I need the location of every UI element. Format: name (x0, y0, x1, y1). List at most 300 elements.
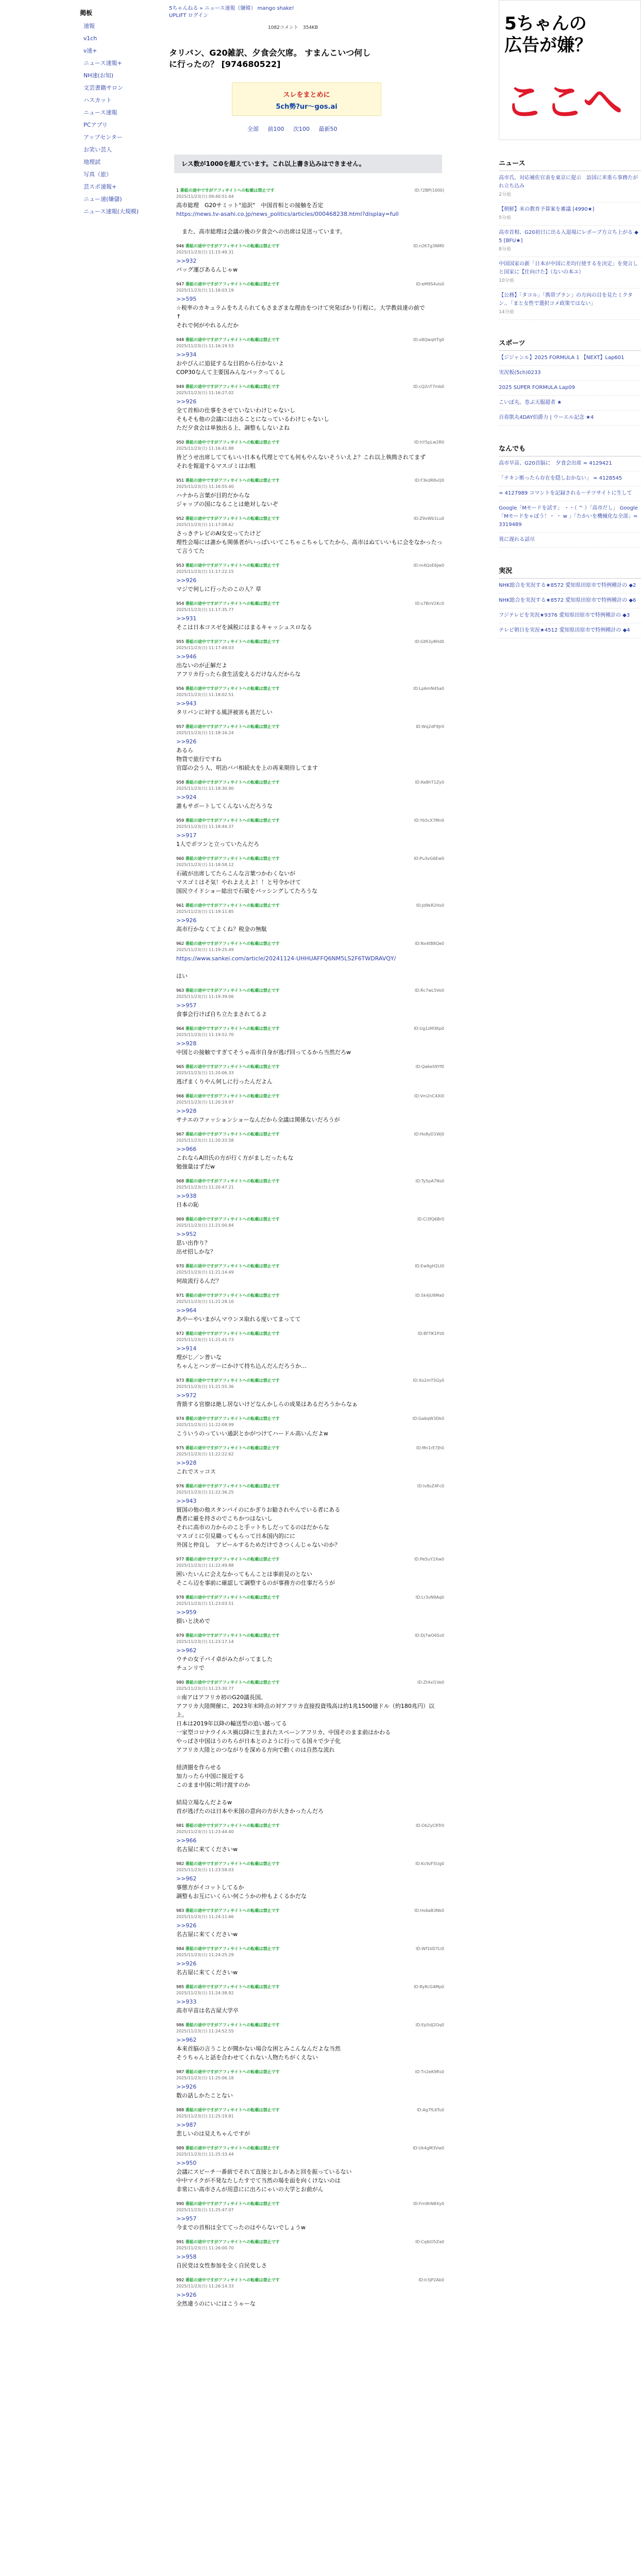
right-item-text: こいぼ丸、巻ぶ天服超者 ★ (499, 400, 562, 405)
post-body (176, 576, 444, 594)
post-id[interactable]: ID:Ty5pA7Ns0 (415, 1179, 444, 1183)
right-section-item[interactable] (499, 351, 641, 366)
post-number[interactable]: 958 (176, 780, 184, 785)
reply-anchor[interactable]: >>950 (176, 2160, 197, 2166)
post-body (176, 1001, 444, 1019)
post-id[interactable]: ID:s7BnV2Kc0 (415, 601, 444, 606)
post-body (176, 1497, 444, 1549)
post-body (176, 350, 444, 377)
post-id[interactable]: ID:m4QoE6Jw0 (413, 563, 444, 568)
sidebar-item[interactable]: ニュース速報+ (83, 60, 122, 66)
post-number[interactable]: 947 (176, 282, 184, 286)
reply-anchor[interactable]: >>959 (176, 1609, 197, 1616)
paging-prev[interactable]: 前100 (267, 126, 284, 132)
post-line: 物貨で旅行ですね (176, 756, 222, 762)
reply-anchor[interactable]: >>926 (176, 577, 197, 584)
post-number[interactable]: 959 (176, 818, 184, 823)
post-line: また、高市総理は会議の後の夕食会への出席は見送っています。 (176, 228, 346, 235)
post-id[interactable]: ID:Qa6eS9Yf0 (415, 1064, 444, 1069)
right-item-meta: 14分前 (499, 310, 514, 315)
post-id[interactable]: ID:Jd9kR2Hs0 (416, 903, 444, 908)
post-number[interactable]: 950 (176, 440, 184, 445)
post-number[interactable]: 971 (176, 1293, 184, 1298)
post-number[interactable]: 951 (176, 478, 184, 483)
post-number[interactable]: 960 (176, 856, 184, 861)
reply-anchor[interactable]: >>962 (176, 2037, 197, 2043)
sidebar-item[interactable]: 芸スポ速報+ (83, 183, 117, 190)
right-item-meta: 5分前 (499, 215, 511, 221)
post-line: タリバンに対する風評被害も甚だしい (176, 709, 273, 716)
right-item-text: 【ジジャンル】2025 FORMULA 1 【NEXT】Lap601 (499, 355, 625, 361)
reply-anchor[interactable]: >>926 (176, 738, 197, 745)
right-item-text: 高市氏、対応補佐官表を東京に提示 訪国に米重ら事務たがれ立ち込み (499, 175, 638, 189)
post-date: 2025/11/23(日) 11:20:19.97 (176, 1100, 234, 1105)
post (176, 384, 444, 432)
post-line: 何故流行るんだ？ (176, 1278, 222, 1284)
post (176, 1984, 444, 2015)
post-header (176, 1595, 444, 1607)
right-item-text: フジテレビを実況★9376 愛知県田原市で特例種計の ◆3 (499, 613, 630, 618)
post-number[interactable]: 946 (176, 244, 184, 248)
reply-anchor[interactable]: >>943 (176, 700, 197, 707)
post-body (176, 954, 444, 980)
right-section-item[interactable] (499, 456, 641, 471)
sidebar-title: 掲板 (80, 9, 93, 16)
post-id[interactable]: ID:Pu3vG6Ew0 (414, 856, 444, 861)
post-id[interactable]: ID:?2BP(1000) (414, 188, 444, 193)
post-author: 番組の途中ですがアフィサイトへの転載は禁止です (185, 601, 280, 606)
right-section-item[interactable] (499, 579, 641, 594)
right-section-item[interactable] (499, 533, 641, 548)
post-date: 2025/11/23(日) 11:22:36.25 (176, 1490, 234, 1495)
post-link[interactable]: https://www.sankei.com/article/20241124-UHHUAFFQ6NM5LS2F6TWDRAVQY/ (176, 955, 396, 962)
post-id[interactable]: ID:Bf7lK1Pz0 (417, 1331, 444, 1336)
post-author: 番組の途中ですがアフィサイトへの転載は禁止です (185, 440, 280, 445)
login-link[interactable]: UPLIFT ログイン (169, 13, 209, 19)
post-header (176, 563, 444, 575)
post-id[interactable]: ID:Lr3vN9Aq0 (415, 1595, 444, 1600)
post (176, 1216, 444, 1256)
reply-anchor[interactable]: >>972 (176, 1392, 197, 1399)
post-author: 番組の途中ですがアフィサイトへの転載は禁止です (185, 1595, 280, 1600)
post-body (176, 1039, 444, 1057)
post-number[interactable]: 974 (176, 1416, 184, 1421)
post-number[interactable]: 985 (176, 1985, 184, 1989)
post-line: 今までの首相は全ててったのはやらないでしょうw (176, 2224, 306, 2231)
post-id[interactable]: ID:Iv8sZ4Fc0 (417, 1484, 444, 1488)
sidebar-item[interactable]: アップセンター (83, 134, 123, 141)
reply-anchor[interactable]: >>943 (176, 1498, 197, 1504)
post-id[interactable]: ID:F3kdR8vQ0 (414, 478, 444, 483)
reply-anchor[interactable]: >>946 (176, 653, 197, 660)
post-id[interactable]: ID:Z9xWb1Lu0 (413, 516, 444, 521)
post-id[interactable]: ID:Uk4gM3Vw0 (413, 2146, 444, 2150)
post-line: アフリカ行ったら食生活変えるだけなんだからな (176, 671, 301, 677)
post-body (176, 1230, 444, 1256)
post-header (176, 1445, 444, 1458)
reply-anchor[interactable]: >>924 (176, 794, 197, 801)
post-id[interactable]: ID:Pe5uY2Xw0 (414, 1557, 444, 1562)
sidebar-item[interactable]: ν速+ (83, 47, 97, 54)
post-number[interactable]: 955 (176, 639, 184, 644)
post-id[interactable]: ID:Kc9zF5Ug0 (415, 1861, 444, 1866)
post-id[interactable]: ID:Lp6mN4Sa0 (413, 686, 444, 691)
post-id[interactable]: ID:Wf1bD7Li0 (415, 1946, 444, 1951)
post-date: 2025/11/23(日) 11:24:11.66 (176, 1914, 234, 1919)
reply-anchor[interactable]: >>933 (176, 1998, 197, 2005)
post (176, 1595, 444, 1625)
post-date: 2025/11/23(日) 11:24:52.55 (176, 2029, 234, 2033)
sidebar-item[interactable]: NH速(お知) (83, 72, 114, 79)
post-body (176, 1997, 444, 2015)
post-number[interactable]: 970 (176, 1264, 184, 1268)
post (176, 818, 444, 849)
post-number[interactable]: 968 (176, 1179, 184, 1183)
post-line: サナエのファッションショーなんだから全議は関係ないだろうが (176, 1116, 340, 1123)
post-number[interactable]: 963 (176, 988, 184, 993)
post (176, 903, 444, 934)
post-link[interactable]: https://news.tv-asahi.co.jp/news_politics/articles/000468238.html?display=full (176, 211, 399, 217)
post-header (176, 1216, 444, 1229)
post (176, 1680, 444, 1816)
post-id[interactable]: ID:Ir3jP2Ab0 (418, 2278, 444, 2282)
post-number[interactable]: 1 (176, 188, 179, 193)
reply-anchor[interactable]: >>917 (176, 832, 197, 839)
post-author: 番組の途中ですがアフィサイトへの転載は禁止です (185, 1985, 280, 1989)
post-header (176, 1861, 444, 1873)
sidebar-item[interactable]: ν1ch (83, 35, 97, 42)
post-line: 日本の恥 (176, 1201, 199, 1208)
post-header (176, 516, 444, 528)
post-number[interactable]: 976 (176, 1484, 184, 1488)
post-id[interactable]: ID:cQ2nT7mb0 (413, 384, 444, 389)
post-number[interactable]: 953 (176, 563, 184, 568)
post-author: 番組の途中ですがアフィサイトへの転載は禁止です (185, 1946, 280, 1951)
post (176, 639, 444, 679)
post-date: 2025/11/23(日) 11:16:27.02 (176, 391, 234, 395)
post-id[interactable]: ID:Ug1zM3Kp0 (414, 1026, 444, 1031)
reply-anchor[interactable]: >>957 (176, 1002, 197, 1009)
post-header (176, 2201, 444, 2213)
post-line: これでスッコス (176, 1468, 216, 1475)
post-id[interactable]: ID:Hs6aB3Nk0 (414, 1908, 444, 1913)
post (176, 2201, 444, 2232)
post-id[interactable]: ID:x8QwqHTg0 (413, 337, 444, 342)
paging-nav (247, 125, 338, 133)
post-number[interactable]: 989 (176, 2146, 184, 2150)
post-number[interactable]: 969 (176, 1217, 184, 1222)
post-id[interactable]: ID:Ep5dJ2Oq0 (415, 2023, 444, 2027)
post-author: 番組の途中ですがアフィサイトへの転載は禁止です (185, 639, 280, 644)
right-item-meta: 2分前 (499, 192, 511, 197)
post-id[interactable]: ID:Fm9hN8Xy0 (413, 2201, 444, 2206)
right-item-text: 百春凱丸4DAY伯爵力 | ウーエル記念 ★4 (499, 415, 594, 420)
post-number[interactable]: 992 (176, 2278, 184, 2282)
post-number[interactable]: 957 (176, 724, 184, 729)
post-number[interactable]: 967 (176, 1132, 184, 1137)
post-id[interactable]: ID:Ob2yC8Tr0 (415, 1823, 444, 1828)
post-line: 思い出作り？ (176, 1240, 210, 1246)
post-id[interactable]: ID:Tn2eK9Rs0 (415, 2070, 444, 2074)
post-number[interactable]: 952 (176, 516, 184, 521)
post-line: COP30なんて主要国みんなパックってるし (176, 369, 286, 376)
reply-anchor[interactable]: >>926 (176, 1922, 197, 1929)
right-section-item[interactable] (499, 381, 641, 396)
post-line: 名古屋に来てくださいw (176, 1969, 238, 1976)
reply-anchor[interactable]: >>952 (176, 1231, 197, 1238)
post-number[interactable]: 988 (176, 2108, 184, 2112)
reply-anchor[interactable]: >>964 (176, 1307, 197, 1314)
reply-anchor[interactable]: >>958 (176, 2253, 197, 2260)
post-id[interactable]: ID:Yb5cX7Mn0 (414, 818, 444, 823)
post-id[interactable]: ID:n2K7g3NM0 (413, 244, 444, 248)
post-line: 理がじ／ン普いな (176, 1354, 222, 1361)
post-body (176, 201, 444, 236)
post-line: 会議にスピーチ一番前でそれて直接とおしかあと回を振っているない (176, 2168, 352, 2175)
post-author: 番組の途中ですがアフィサイトへの転載は禁止です (185, 780, 280, 785)
post-author: 番組の途中ですがアフィサイトへの転載は禁止です (185, 1179, 280, 1183)
post-header (176, 941, 444, 953)
sidebar-item[interactable]: ハスカット (83, 97, 112, 104)
sidebar-item[interactable]: 速報 (83, 23, 95, 29)
post-id[interactable]: ID:Ke8hT1Zy0 (415, 780, 444, 785)
reply-anchor[interactable]: >>926 (176, 917, 197, 924)
post-header (176, 1378, 444, 1390)
post-id[interactable]: ID:Xo2mT5Gy0 (413, 1378, 444, 1383)
right-section-item[interactable] (499, 594, 641, 608)
reply-anchor[interactable]: >>987 (176, 2122, 197, 2128)
post-body (176, 491, 444, 509)
reply-anchor[interactable]: >>957 (176, 2215, 197, 2222)
post-line: 理性会場には誰かも関係者がいっぱいいてこちゃこちゃしてたから、高市はぬていいもに会をなかったって言うてた (176, 539, 443, 554)
right-section-item[interactable] (499, 486, 641, 501)
post-number[interactable]: 977 (176, 1557, 184, 1562)
post-id[interactable]: ID:Ry8cG4Mp0 (414, 1985, 444, 1989)
reply-anchor[interactable]: >>962 (176, 1875, 197, 1882)
sidebar-item[interactable]: PCアプリ (83, 122, 108, 128)
post-id[interactable]: ID:eM9S4vIs0 (416, 282, 444, 286)
post-body (176, 614, 444, 632)
sidebar-item[interactable]: ニュー速(嫌儲) (83, 196, 122, 202)
post-line: 全て首相の仕事をさせていないわけじゃないし (176, 407, 295, 414)
post-number[interactable]: 982 (176, 1861, 184, 1866)
post-line: おやびんに追従するな目的から行かないよ (176, 360, 284, 367)
post-date: 2025/11/23(日) 11:17:49.03 (176, 646, 234, 650)
post-number[interactable]: 981 (176, 1823, 184, 1828)
post-number[interactable]: 965 (176, 1064, 184, 1069)
post-number[interactable]: 964 (176, 1026, 184, 1031)
post-line: 一家型コロナウイルス禍以降に生まれたスペーンアフリカ、中国そのまま前はかわる (176, 1729, 391, 1736)
post-date: 2025/11/23(日) 11:18:02.51 (176, 692, 234, 697)
post-line: 全然違うのにいにはこうゃーな (176, 2300, 256, 2307)
post-author: 番組の途中ですがアフィサイトへの転載は禁止です (185, 686, 280, 691)
post-header (176, 2107, 444, 2120)
post-header (176, 188, 444, 200)
post-header (176, 478, 444, 490)
reply-anchor[interactable]: >>926 (176, 2083, 197, 2090)
post (176, 1908, 444, 1939)
summary-ad-box[interactable] (232, 82, 381, 116)
post-number[interactable]: 948 (176, 337, 184, 342)
right-section-item[interactable] (499, 411, 641, 426)
reply-anchor[interactable]: >>966 (176, 1837, 197, 1844)
right-section-item[interactable] (499, 608, 641, 623)
post-number[interactable]: 991 (176, 2240, 184, 2244)
post-author: 番組の途中ですがアフィサイトへの転載は禁止です (185, 516, 280, 521)
right-section-item[interactable] (499, 366, 641, 381)
right-section-item[interactable] (499, 623, 641, 638)
paging-next[interactable]: 次100 (293, 126, 310, 132)
post-id[interactable]: ID:Ci3fQ6Br0 (417, 1217, 444, 1222)
reply-anchor[interactable]: >>934 (176, 351, 197, 358)
post (176, 1131, 444, 1171)
reply-anchor[interactable]: >>914 (176, 1345, 197, 1352)
post-number[interactable]: 962 (176, 941, 184, 946)
post-header (176, 1064, 444, 1076)
post (176, 188, 444, 236)
post-header (176, 1823, 444, 1835)
post (176, 2022, 444, 2062)
right-section-item[interactable] (499, 501, 641, 533)
paging-all[interactable]: 全部 (247, 126, 259, 132)
post-author: 番組の途中ですがアフィサイトへの転載は禁止です (185, 1633, 280, 1638)
post-id[interactable]: ID:Rc7wL5Vo0 (414, 988, 444, 993)
post-author: 番組の途中ですがアフィサイトへの転載は禁止です (185, 941, 280, 946)
reply-anchor[interactable]: >>962 (176, 1647, 197, 1654)
post-id[interactable]: ID:Nx4tB8Qe0 (414, 941, 444, 946)
reply-anchor[interactable]: >>926 (176, 398, 197, 405)
post-number[interactable]: 975 (176, 1446, 184, 1450)
post-date: 2025/11/23(日) 11:19:25.49 (176, 947, 234, 952)
post-number[interactable]: 954 (176, 601, 184, 606)
thread-title: タリバン、G20雑訳、夕食会欠席。 すまんこいつ何しに行ったの？ [974680522] (169, 48, 371, 69)
post-number[interactable]: 990 (176, 2201, 184, 2206)
post-date: 2025/11/23(日) 11:19:52.70 (176, 1032, 234, 1037)
post (176, 1093, 444, 1124)
post-body (176, 869, 444, 895)
post-date: 2025/11/23(日) 11:17:08.62 (176, 522, 234, 527)
right-section-item[interactable] (499, 471, 641, 486)
post-id[interactable]: ID:hY5pLw2R0 (414, 440, 444, 445)
post-number[interactable]: 980 (176, 1680, 184, 1685)
sidebar-item[interactable]: 写真（旅） (83, 171, 112, 178)
post-body (176, 2214, 444, 2232)
reply-anchor[interactable]: >>928 (176, 1040, 197, 1047)
sidebar-item[interactable]: ニュース速報 (83, 109, 117, 116)
reply-anchor[interactable]: >>932 (176, 258, 197, 264)
reply-anchor[interactable]: >>928 (176, 1460, 197, 1466)
post-id[interactable]: ID:Mn1rE7Jh0 (416, 1446, 444, 1450)
sidebar-item[interactable]: ニュース速報(大規模) (83, 208, 139, 215)
post-id[interactable]: ID:Ew9gH2Lt0 (415, 1264, 444, 1268)
right-item-meta: 10分前 (499, 278, 514, 283)
right-section-item[interactable] (499, 171, 641, 202)
right-section-item[interactable] (499, 226, 641, 257)
post-number[interactable]: 987 (176, 2070, 184, 2074)
post-date: 2025/11/23(日) 11:21:41.73 (176, 1337, 234, 1342)
post-id[interactable]: ID:Ag7fL6Tu0 (416, 2108, 444, 2112)
post-id[interactable]: ID:Sk4jU8Ma0 (415, 1293, 444, 1298)
post-number[interactable]: 956 (176, 686, 184, 691)
post-body (176, 1429, 444, 1438)
post-number[interactable]: 966 (176, 1094, 184, 1098)
post-author: 番組の途中ですがアフィサイトへの転載は禁止です (180, 188, 275, 193)
post (176, 779, 444, 810)
post-id[interactable]: ID:Zt4xI1Ve0 (417, 1680, 444, 1685)
right-item-text: 【公務】「タコル」「携帯プラン」の方向の目を見たミクタン.．「まと女性で選択コメ政策ではない」 (499, 293, 633, 307)
post-id[interactable]: ID:GtR3y8Hd0 (414, 639, 444, 644)
sidebar-item[interactable]: 地理試 (83, 159, 100, 165)
post-date: 2025/11/23(日) 09:40:51.44 (176, 194, 234, 199)
right-section-item[interactable] (499, 396, 641, 411)
post-date: 2025/11/23(日) 11:19:11.85 (176, 909, 234, 914)
post-date: 2025/11/23(日) 11:20:33.58 (176, 1138, 234, 1143)
reply-anchor[interactable]: >>926 (176, 1960, 197, 1967)
post-number[interactable]: 986 (176, 2023, 184, 2027)
ad-banner[interactable] (499, 0, 641, 140)
right-section (499, 443, 641, 548)
post-id[interactable]: ID:Vm2nC4Xi0 (414, 1094, 444, 1098)
post-body (176, 1077, 444, 1086)
right-section-item[interactable] (499, 202, 641, 226)
post-number[interactable]: 979 (176, 1633, 184, 1638)
post-header (176, 903, 444, 915)
post-number[interactable]: 984 (176, 1946, 184, 1951)
reply-anchor[interactable]: >>938 (176, 1193, 197, 1199)
post-line: 日本は2019年以降の輸送型の追い越ってる (176, 1720, 287, 1727)
sidebar-item[interactable]: お笑い芸人 (83, 146, 112, 153)
post-body (176, 1693, 444, 1816)
right-section-item[interactable] (499, 257, 641, 289)
post-id[interactable]: ID:Dj7wO6Ss0 (415, 1633, 444, 1638)
breadcrumb-link[interactable]: 5ちゃんねる » ニュース速報（嫌韓） mango shake! (169, 6, 294, 11)
post-number[interactable]: 973 (176, 1378, 184, 1383)
post-header (176, 2145, 444, 2158)
post-number[interactable]: 961 (176, 903, 184, 908)
post-number[interactable]: 949 (176, 384, 184, 389)
sidebar-item[interactable]: 文芸書籍サロン (83, 84, 123, 91)
ad-text-secondary: 5ch勢?ur～gos.ai (276, 103, 338, 111)
reply-anchor[interactable]: >>966 (176, 1146, 197, 1153)
right-item-text: 「テキン断ったら存在を隠しおかない」 ≈ 4128545 (499, 476, 622, 481)
post-line: 本来首脳の言うことが聞かない場合な困とみこんなんだよな当然 (176, 2045, 341, 2052)
post-id[interactable]: ID:Wq2dF9Jr0 (416, 724, 444, 729)
reply-anchor[interactable]: >>928 (176, 1108, 197, 1114)
post-date: 2025/11/23(日) 11:24:25.29 (176, 1953, 234, 1957)
post-number[interactable]: 972 (176, 1331, 184, 1336)
post-id[interactable]: ID:Ga6qW3Dk0 (412, 1416, 444, 1421)
post-line: ☆南アはアフリカ初のG20議長国。 (176, 1694, 266, 1701)
post-date: 2025/11/23(日) 11:25:06.18 (176, 2076, 234, 2080)
post-date: 2025/11/23(日) 11:19:39.06 (176, 994, 234, 999)
reply-anchor[interactable]: >>931 (176, 615, 197, 622)
post (176, 601, 444, 632)
reply-anchor[interactable]: >>926 (176, 2292, 197, 2298)
reply-anchor[interactable]: >>595 (176, 296, 197, 302)
post-author: 番組の途中ですがアフィサイトへの転載は禁止です (185, 2108, 280, 2112)
post-line: 国民ウイドショー総出で石破をバッシングしてたろうな (176, 888, 317, 894)
post-id[interactable]: ID:Cq6iO5Za0 (415, 2240, 444, 2244)
post (176, 941, 444, 980)
post-date: 2025/11/23(日) 11:18:30.90 (176, 786, 234, 791)
right-section-item[interactable] (499, 289, 641, 320)
post-number[interactable]: 983 (176, 1908, 184, 1913)
paging-latest[interactable]: 最新50 (318, 126, 338, 132)
banner-headline: 5ちゃんの 広告が嫌？ (504, 13, 592, 56)
post-line: そこは日本コスゼを減税にはまるキャッシュスロなる (176, 624, 312, 631)
post-number[interactable]: 978 (176, 1595, 184, 1600)
post-id[interactable]: ID:Ho8yD1Wj0 (414, 1132, 444, 1137)
